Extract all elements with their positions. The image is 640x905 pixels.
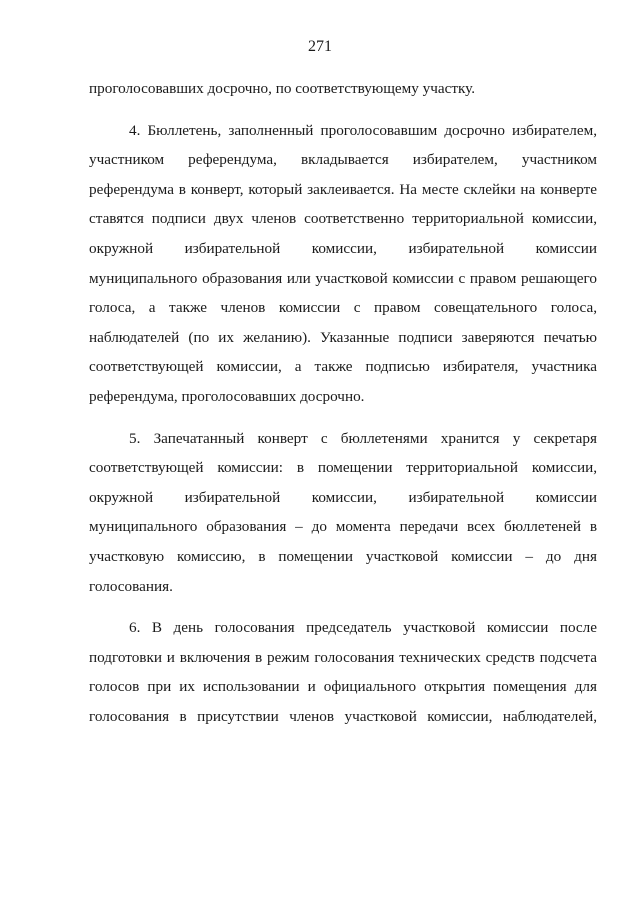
text-line: 5. Запечатанный конверт с бюллетенями хранится у секретаря — [129, 429, 597, 447]
document-body — [89, 74, 597, 731]
paragraph-item-4 — [89, 116, 597, 412]
text-line: муниципального образования или участковой комиссии с правом решающего — [89, 269, 597, 287]
text-line: наблюдателей (по их желанию). Указанные подписи заверяются печатью — [89, 328, 597, 346]
text-line: голоса, а также членов комиссии с правом совещательного голоса, — [89, 299, 597, 317]
text-line: участником референдума, вкладывается избирателем, участником — [89, 151, 597, 169]
paragraph-item-5 — [89, 424, 597, 602]
page-number: 271 — [308, 38, 332, 55]
text-line: проголосовавших досрочно, по соответствующему участку. — [89, 80, 476, 97]
text-line: референдума в конверт, который заклеивается. На месте склейки на конверте — [89, 180, 597, 198]
text-line: участковую комиссию, в помещении участковой комиссии – до дня — [89, 547, 597, 565]
text-line: голосов при их использовании и официального открытия помещения для — [89, 678, 597, 696]
text-line: голосования в присутствии членов участковой комиссии, наблюдателей, — [89, 707, 597, 725]
text-line: голосования. — [89, 577, 173, 595]
text-line: 4. Бюллетень, заполненный проголосовавшим досрочно избирателем, — [129, 121, 597, 139]
text-line: окружной избирательной комиссии, избирательной комиссии — [89, 488, 597, 506]
text-line: соответствующей комиссии, а также подписью избирателя, участника — [89, 358, 597, 376]
text-line: 6. В день голосования председатель участковой комиссии после — [129, 619, 597, 637]
text-line: окружной избирательной комиссии, избирательной комиссии — [89, 239, 597, 257]
paragraph-continuation — [89, 74, 597, 104]
text-line: соответствующей комиссии: в помещении территориальной комиссии, — [89, 459, 597, 477]
text-line: референдума, проголосовавших досрочно. — [89, 387, 365, 405]
paragraph-item-6 — [89, 613, 597, 731]
text-line: муниципального образования – до момента передачи всех бюллетеней в — [89, 518, 597, 536]
text-line: подготовки и включения в режим голосования технических средств подсчета — [89, 648, 597, 666]
text-line: ставятся подписи двух членов соответственно территориальной комиссии, — [89, 210, 597, 228]
